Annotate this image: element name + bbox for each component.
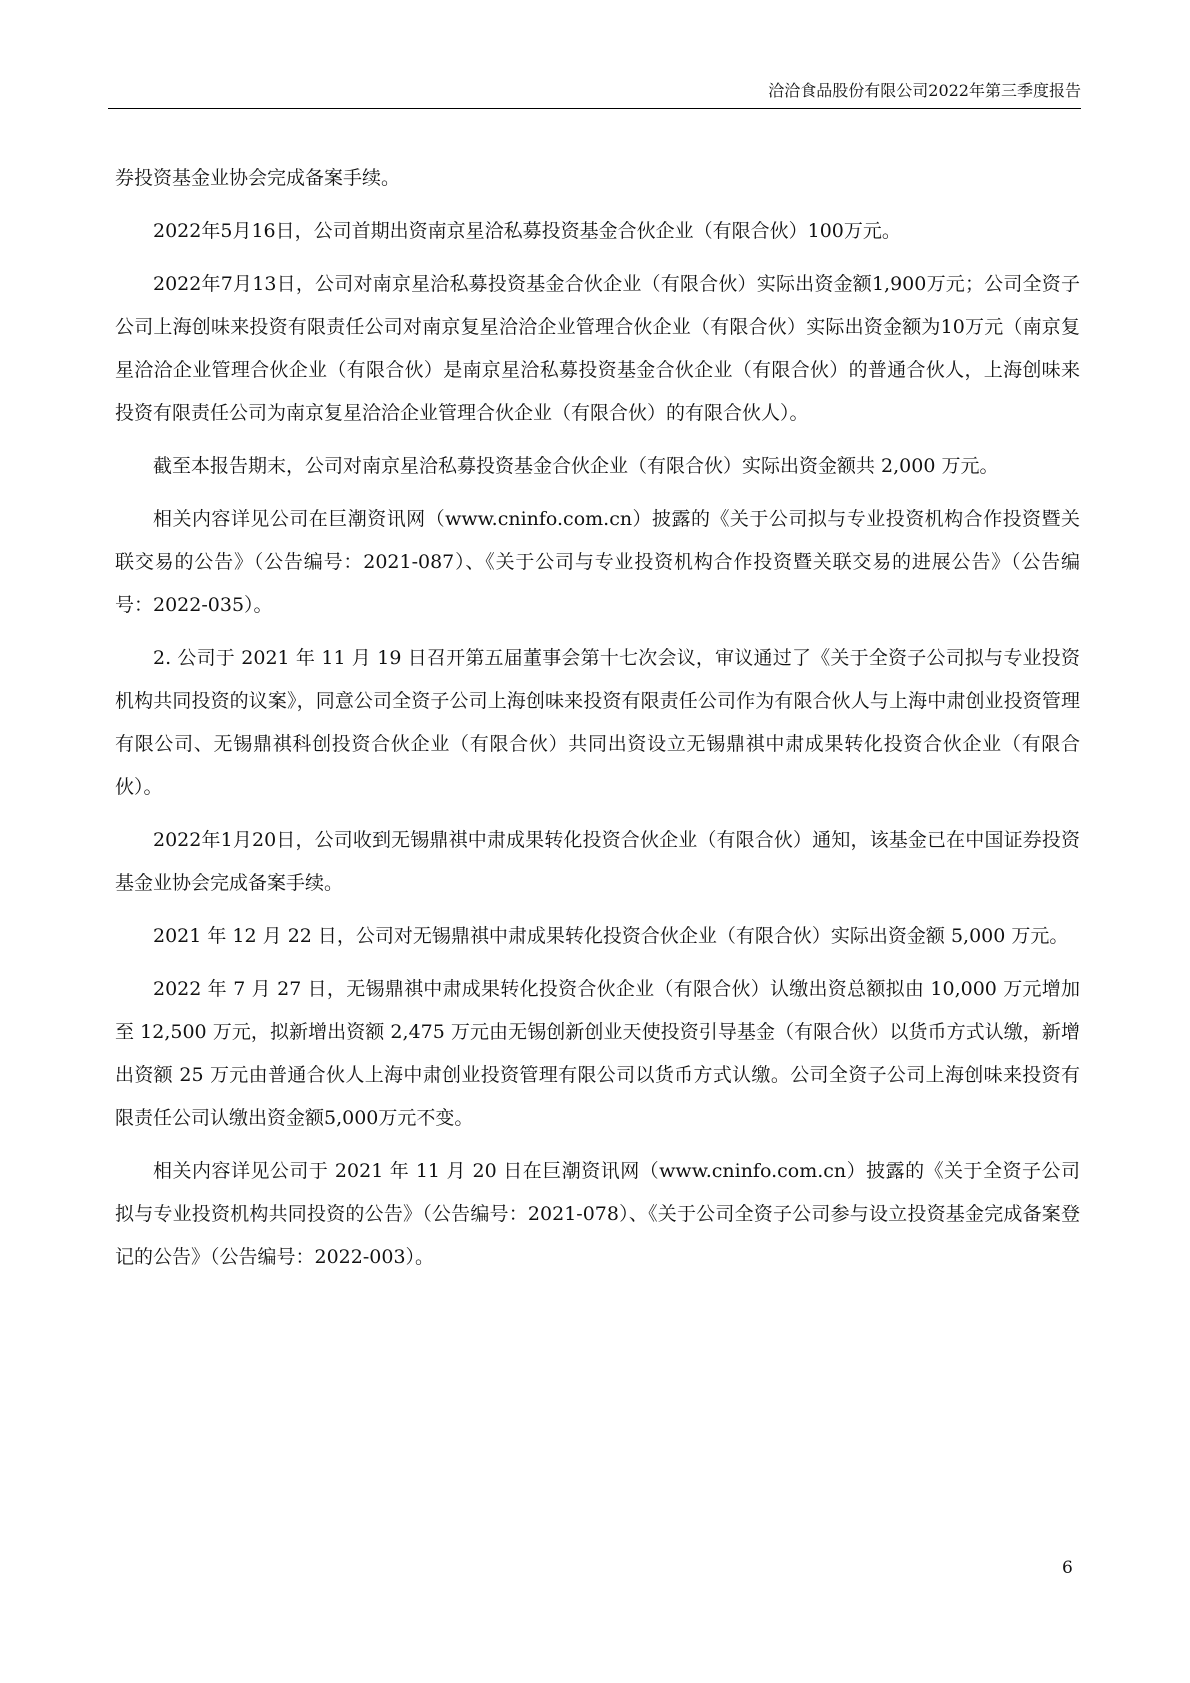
paragraph-3: 2022年7月13日，公司对南京星洽私募投资基金合伙企业（有限合伙）实际出资金额1,900万元；公司全资子公司上海创味来投资有限责任公司对南京复星洽洽企业管理合伙企业（有限合伙）实际出资金额为10万元（南京复星洽洽企业管理合伙企业（有限合伙）是南京星洽私募投资基金合伙企业（有限合伙）的普通合伙人，上海创味来投资有限责任公司为南京复星洽洽企业管理合伙企业（有限合伙）的有限合伙人）。 xyxy=(115,273,1080,424)
paragraph-7: 2022年1月20日，公司收到无锡鼎祺中肃成果转化投资合伙企业（有限合伙）通知，该基金已在中国证券投资基金业协会完成备案手续。 xyxy=(115,829,1080,894)
report-title: 洽洽食品股份有限公司2022年第三季度报告 xyxy=(768,81,1081,100)
page-header xyxy=(108,78,1081,109)
paragraph-4: 截至本报告期末，公司对南京星洽私募投资基金合伙企业（有限合伙）实际出资金额共 2,000 万元。 xyxy=(153,455,999,477)
page-number: 6 xyxy=(1062,1558,1073,1578)
paragraph-5: 相关内容详见公司在巨潮资讯网（www.cninfo.com.cn）披露的《关于公司拟与专业投资机构合作投资暨关联交易的公告》（公告编号：2021-087）、《关于公司与专业投资机构合作投资暨关联交易的进展公告》（公告编号：2022-035）。 xyxy=(115,508,1080,616)
paragraph-1: 券投资基金业协会完成备案手续。 xyxy=(115,167,401,189)
paragraph-9: 2022 年 7 月 27 日，无锡鼎祺中肃成果转化投资合伙企业（有限合伙）认缴出资总额拟由 10,000 万元增加至 12,500 万元，拟新增出资额 2,475 万元由无锡创新创业天使投资引导基金（有限合伙）以货币方式认缴，新增出资额 25 万元由普通合伙人上海中肃创业投资管理有限公司以货币方式认缴。公司全资子公司上海创味来投资有限责任公司认缴出资金额5,000万元不变。 xyxy=(115,978,1080,1129)
paragraph-2: 2022年5月16日，公司首期出资南京星洽私募投资基金合伙企业（有限合伙）100万元。 xyxy=(153,220,901,242)
paragraph-6: 2. 公司于 2021 年 11 月 19 日召开第五届董事会第十七次会议，审议通过了《关于全资子公司拟与专业投资机构共同投资的议案》，同意公司全资子公司上海创味来投资有限责任公司作为有限合伙人与上海中肃创业投资管理有限公司、无锡鼎祺科创投资合伙企业（有限合伙）共同出资设立无锡鼎祺中肃成果转化投资合伙企业（有限合伙）。 xyxy=(115,647,1080,798)
paragraph-10: 相关内容详见公司于 2021 年 11 月 20 日在巨潮资讯网（www.cninfo.com.cn）披露的《关于全资子公司拟与专业投资机构共同投资的公告》（公告编号：2021-078）、《关于公司全资子公司参与设立投资基金完成备案登记的公告》（公告编号：2022-003）。 xyxy=(115,1160,1080,1268)
paragraph-8: 2021 年 12 月 22 日，公司对无锡鼎祺中肃成果转化投资合伙企业（有限合伙）实际出资金额 5,000 万元。 xyxy=(153,925,1069,947)
document-body xyxy=(115,157,1080,1289)
